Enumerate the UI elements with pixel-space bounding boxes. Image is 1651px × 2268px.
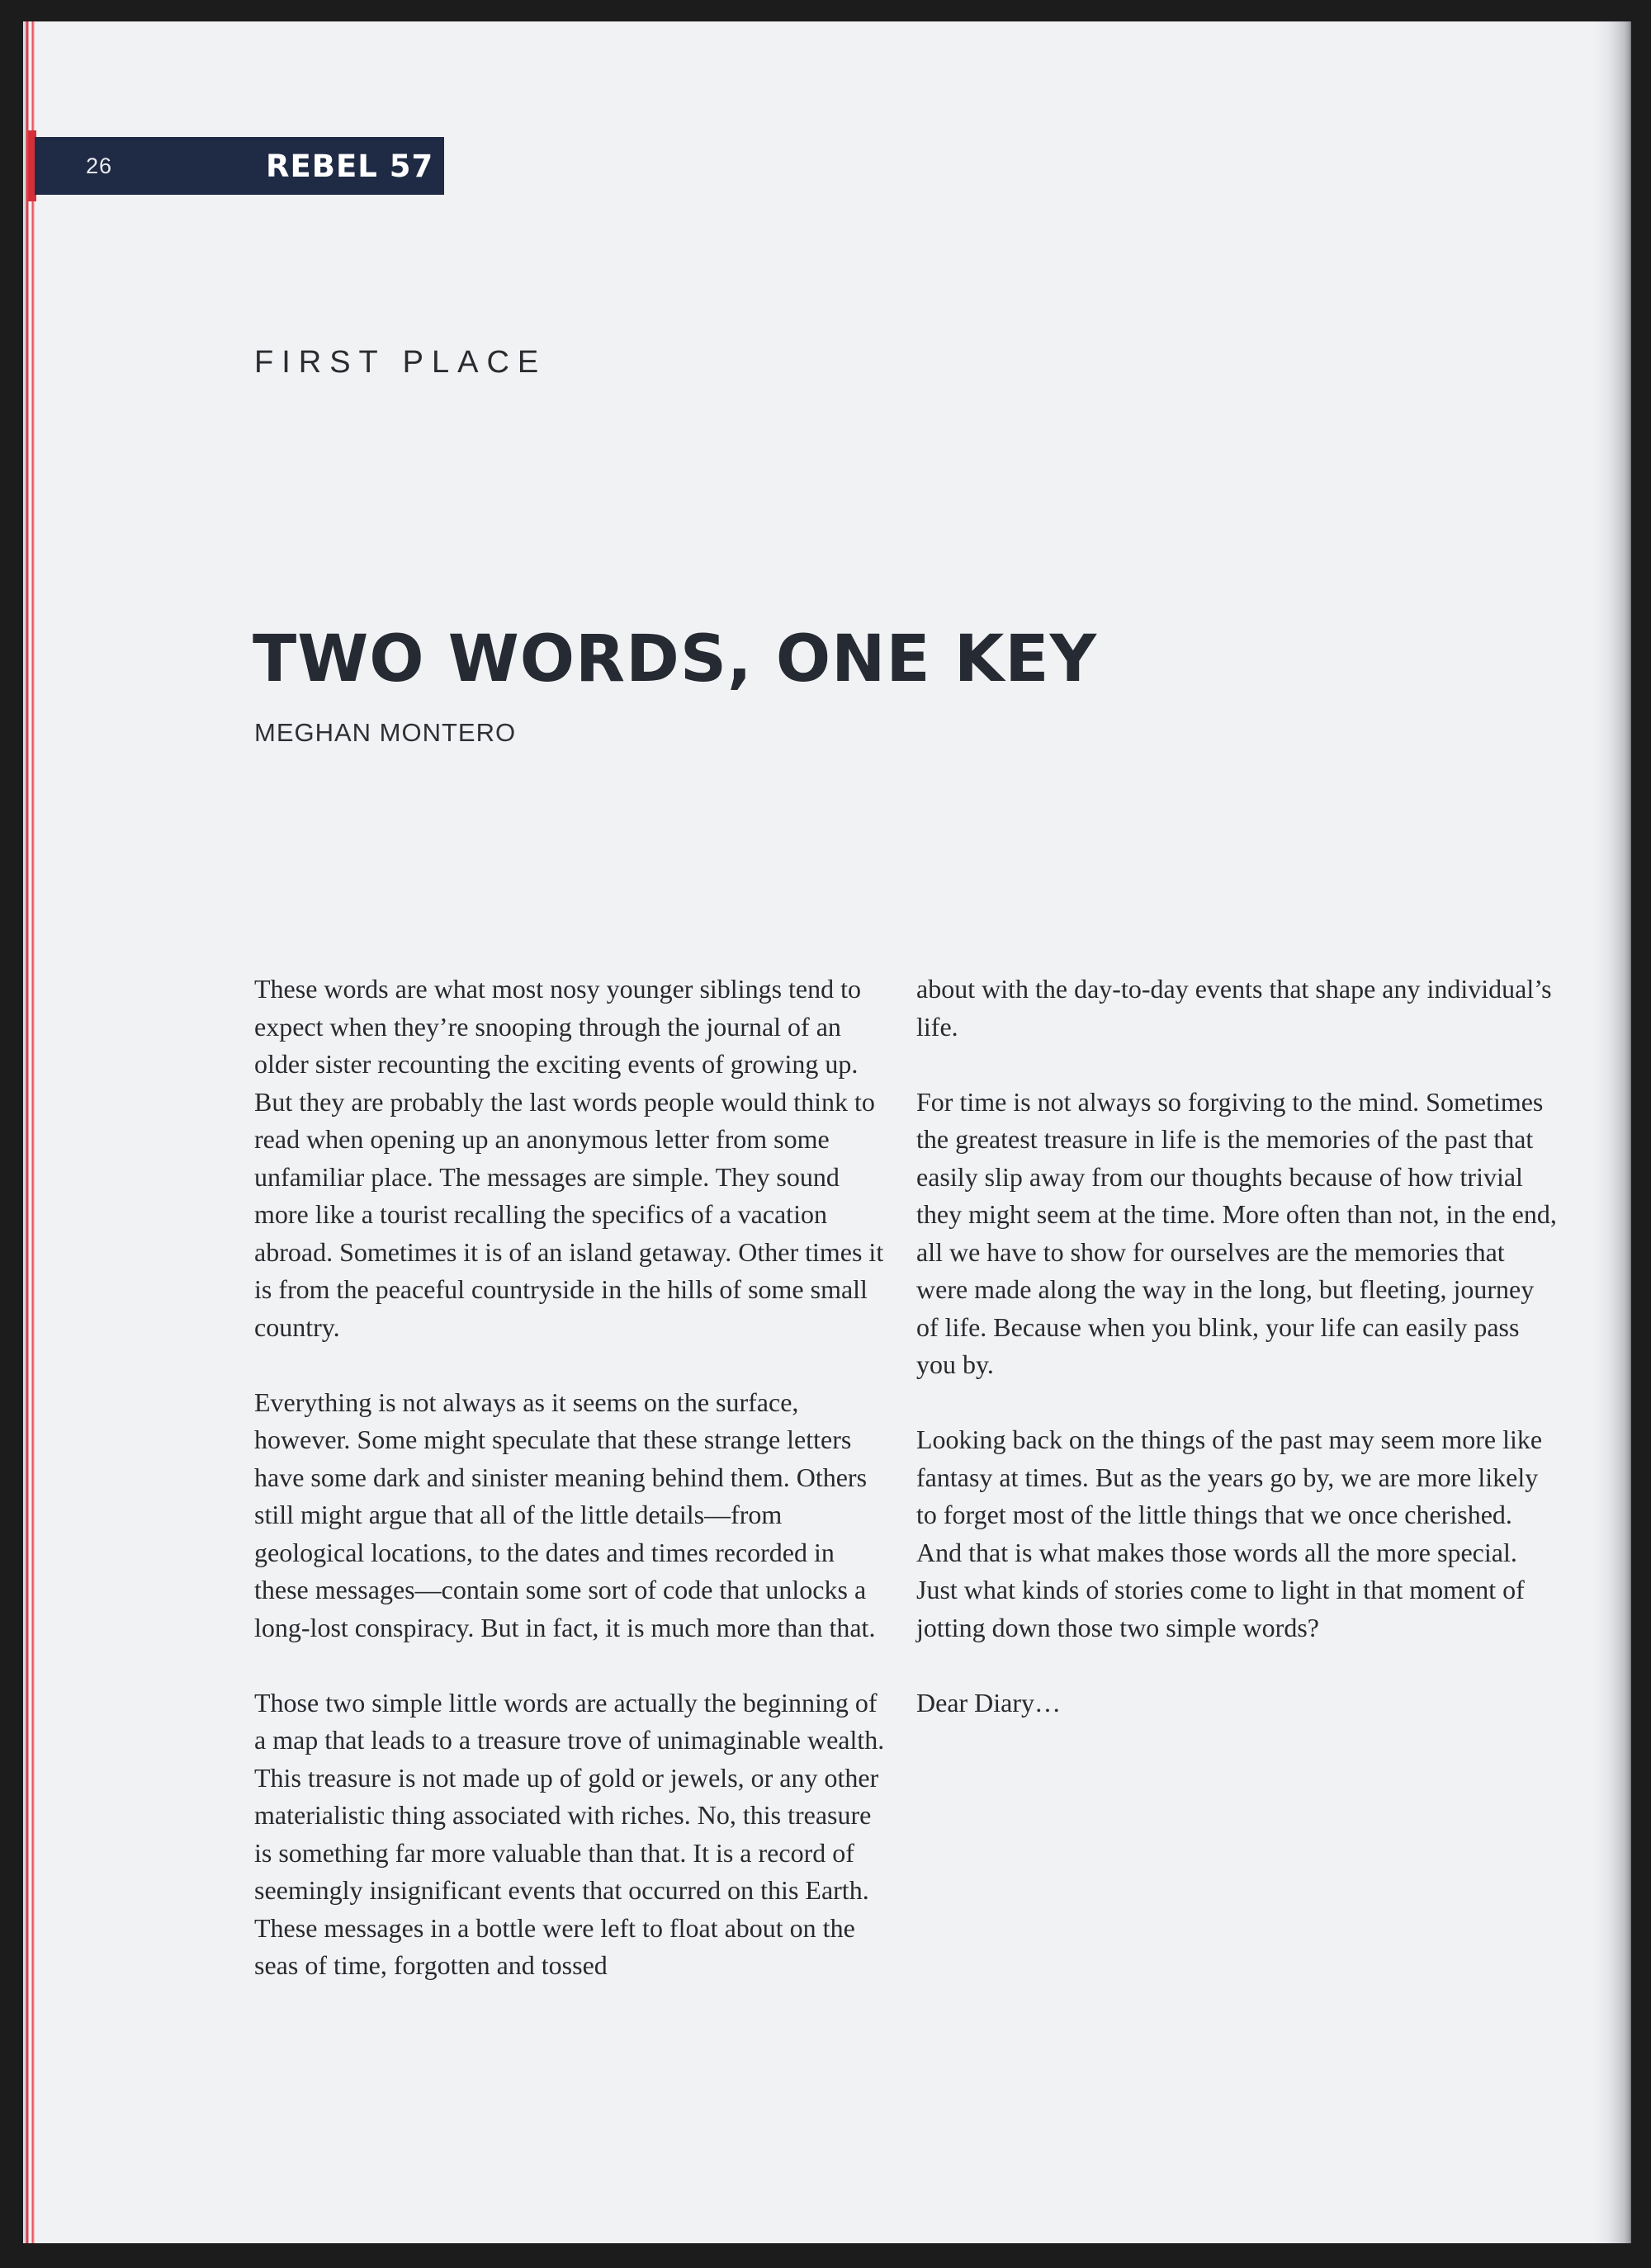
magazine-title: REBEL 57 — [266, 148, 434, 184]
running-header — [35, 137, 444, 195]
paragraph: For time is not always so forgiving to the mind. Sometimes the greatest treasure in life is the memories of the past that easily slip away from our thoughts because of how trivial they might seem at the time. More often than not, in the end, all we have to show for ourselves are the memories that were made along the way in the long, but fleeting, journey of life. Because when you blink, your life can easily pass you by. — [916, 1086, 1557, 1379]
page-left-edge — [23, 21, 35, 2243]
paragraph: Looking back on the things of the past may seem more like fantasy at times. But as the years go by, we are more likely to forget most of the little things that we once cherished. And that is what makes those words all the more special. Just what kinds of stories come to light in that moment of jotting down those two simple words? — [916, 1425, 1543, 1642]
paragraph: These words are what most nosy younger siblings tend to expect when they’re snooping through the journal of an older sister recounting the exciting events of growing up. But they are probably the last words people would think to read when opening up an anonymous letter from some unfamiliar place. The messages are simple. They sound more like a tourist recalling the specifics of a vacation abroad. Sometimes it is of an island getaway. Other times it is from the peaceful countryside in the hills of some small country. — [254, 974, 884, 1342]
paragraph: Everything is not always as it seems on the surface, however. Some might speculate that these strange letters have some dark and sinister meaning behind them. Others still might argue that all of the little details—from geological locations, to the dates and times recorded in these messages—contain some sort of code that unlocks a long-lost conspiracy. But in fact, it is much more than that. — [254, 1387, 876, 1642]
award-kicker: FIRST PLACE — [254, 345, 547, 380]
magazine-page — [23, 21, 1631, 2243]
paragraph: about with the day-to-day events that shape any individual’s life. — [916, 974, 1552, 1042]
article-title: TWO WORDS, ONE KEY — [253, 622, 1098, 697]
article-author: MEGHAN MONTERO — [254, 718, 517, 747]
paragraph: Those two simple little words are actually the beginning of a map that leads to a treasure trove of unimaginable wealth. This treasure is not made up of gold or jewels, or any other materialistic thing associated with riches. No, this treasure is something far more valuable than that. It is a record of seemingly insignificant events that occurred on this Earth. These messages in a bottle were left to float about on the seas of time, forgotten and tossed — [254, 1687, 885, 1980]
page-gutter-shadow — [1593, 21, 1631, 2243]
left-column — [254, 971, 890, 2022]
right-column — [916, 971, 1560, 1760]
page-number: 26 — [86, 153, 113, 178]
closing-line: Dear Diary… — [916, 1687, 1062, 1718]
